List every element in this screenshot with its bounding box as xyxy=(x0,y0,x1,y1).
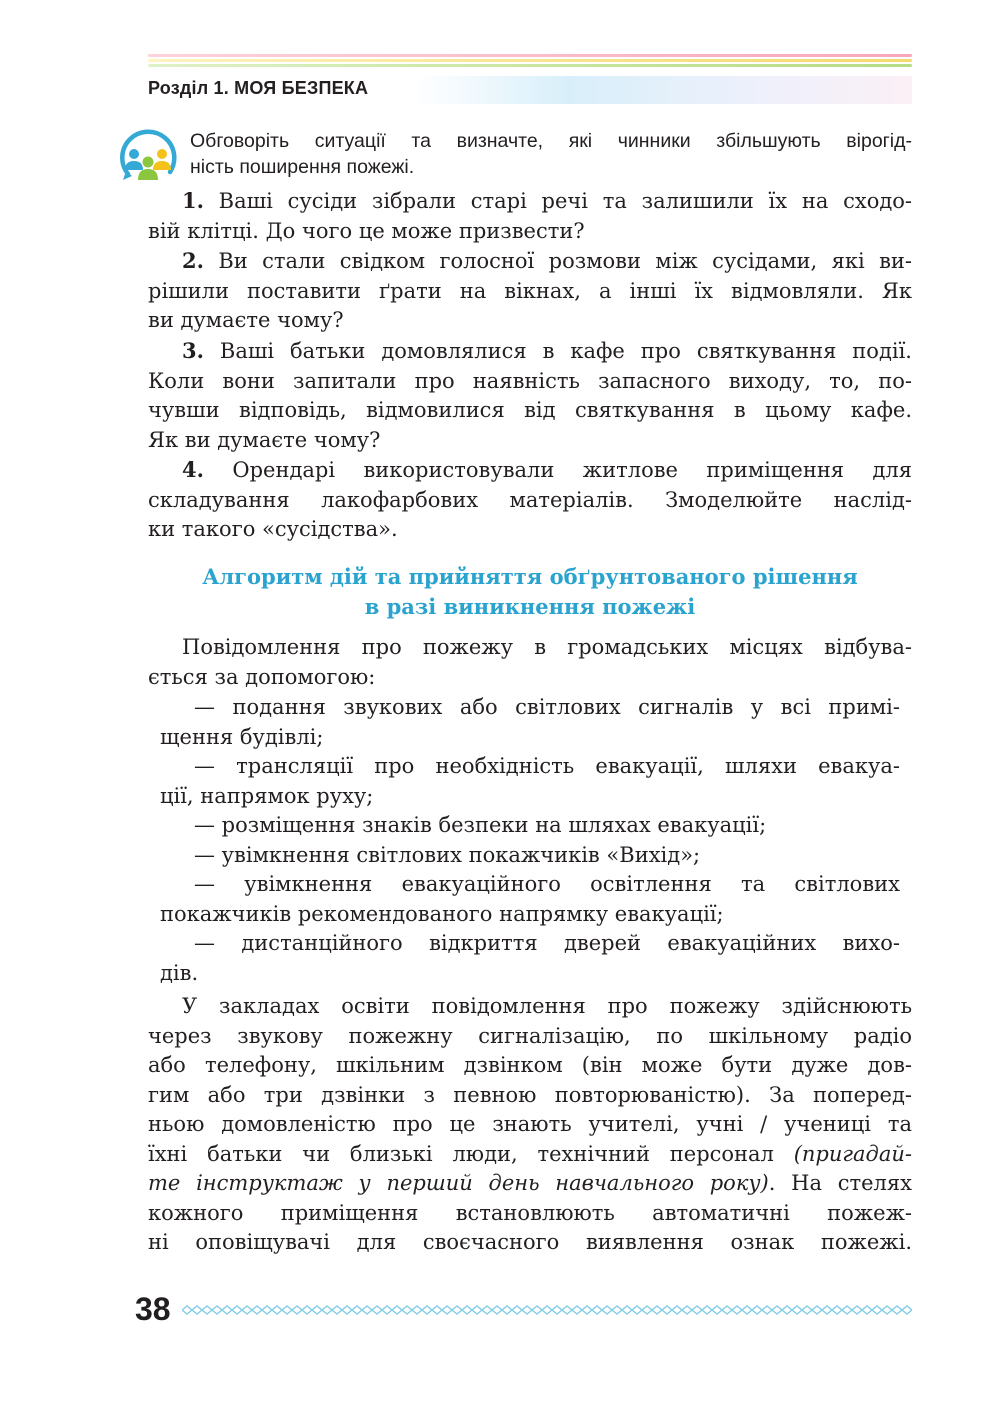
situation-line: вій клітці. До чого це може призвести? xyxy=(148,218,585,243)
situation-line: чувши відповідь, відмовилися від святкування в цьому кафе. xyxy=(148,398,912,422)
situation-2 xyxy=(148,246,912,336)
section-heading-line: Алгоритм дій та прийняття обґрунтованого рішення xyxy=(202,564,858,589)
situation-line: рішили поставити ґрати на вікнах, а інші їх відмовляли. Як xyxy=(148,278,912,303)
section-heading-line: в разі виникнення пожежі xyxy=(364,594,696,619)
italic-reminder: те інструктаж у перший день навчального року) xyxy=(148,1171,769,1195)
list-item: дів. xyxy=(160,960,199,985)
situation-line xyxy=(148,246,912,277)
situation-line xyxy=(148,186,912,217)
paragraph-line: гим або три дзвінки з певною повторюваністю). За поперед- xyxy=(148,1082,912,1107)
list-item: — увімкнення евакуаційного освітлення та світлових xyxy=(194,872,900,896)
list-item: покажчиків рекомендованого напрямку евакуації; xyxy=(160,901,724,926)
situation-4 xyxy=(148,455,912,545)
paragraph-line xyxy=(148,1140,912,1170)
paragraph-line xyxy=(148,1169,912,1199)
situation-number: 4. xyxy=(182,457,204,482)
footer-zigzag-decoration xyxy=(182,1303,912,1317)
situation-text: Ваші батьки домовлялися в кафе про святкування події. xyxy=(203,339,912,363)
situation-line: ви думаєте чому? xyxy=(148,308,344,332)
notification-methods-list xyxy=(160,693,900,988)
situation-line: Коли вони запитали про наявність запасного виходу, то, по- xyxy=(148,368,912,393)
list-item: ції, напрямок руху; xyxy=(160,783,374,808)
intro-paragraph xyxy=(148,633,912,692)
discussion-line: Обговоріть ситуації та визначте, які чинники збільшують вірогід- xyxy=(190,130,912,152)
chapter-title: Розділ 1. МОЯ БЕЗПЕКА xyxy=(148,78,369,98)
intro-line: Повідомлення про пожежу в громадських місцях відбува- xyxy=(182,635,912,659)
green-stripe xyxy=(148,64,912,67)
situation-line: Як ви думаєте чому? xyxy=(148,427,381,452)
situation-text: Ваші сусіди зібрали старі речі та залишили їх на сходо- xyxy=(203,189,912,213)
paragraph-line: ньою домовленістю про це знають учителі, учні / учениці та xyxy=(148,1112,912,1136)
header-color-stripes xyxy=(148,54,912,69)
intro-line: ється за допомогою: xyxy=(148,664,376,689)
situation-line: ки такого «сусідства». xyxy=(148,517,398,541)
school-paragraph xyxy=(148,992,912,1258)
situation-number: 3. xyxy=(182,338,204,363)
list-item: — розміщення знаків безпеки на шляхах евакуації; xyxy=(194,813,767,837)
list-item: — дистанційного відкриття дверей евакуаційних вихо- xyxy=(194,931,900,955)
group-discussion-icon xyxy=(116,124,180,188)
paragraph-text: . На стелях xyxy=(768,1171,912,1195)
situation-text: Орендарі використовували житлове приміщення для xyxy=(203,458,912,482)
list-item: — увімкнення світлових покажчиків «Вихід»; xyxy=(194,842,701,867)
situation-line xyxy=(148,455,912,486)
italic-reminder: (пригадай- xyxy=(793,1141,912,1166)
discussion-line: ність поширення пожежі. xyxy=(190,156,415,178)
situation-number: 2. xyxy=(182,248,204,273)
paragraph-line: У закладах освіти повідомлення про пожежу здійснюють xyxy=(182,994,912,1018)
pink-stripe xyxy=(148,54,912,57)
list-item: щення будівлі; xyxy=(160,724,324,749)
situation-number: 1. xyxy=(182,188,204,213)
page-number: 38 xyxy=(135,1291,171,1327)
paragraph-text: їхні батьки чи близькі люди, технічний персонал xyxy=(148,1141,794,1166)
paragraph-line: через звукову пожежну сигналізацію, по шкільному радіо xyxy=(148,1023,912,1048)
list-item: — подання звукових або світлових сигналів у всі примі- xyxy=(194,695,900,719)
situation-line xyxy=(148,336,912,367)
paragraph-line: ні оповіщувачі для своєчасного виявлення ознак пожежі. xyxy=(148,1230,912,1254)
situation-3 xyxy=(148,336,912,455)
situation-text: Ви стали свідком голосної розмови між сусідами, які ви- xyxy=(203,249,912,273)
list-item: — трансляції про необхідність евакуації, шляхи евакуа- xyxy=(194,754,900,778)
section-heading xyxy=(148,562,912,622)
situation-line: складування лакофарбових матеріалів. Змоделюйте наслід- xyxy=(148,487,912,512)
discussion-prompt xyxy=(190,128,912,180)
paragraph-line: або телефону, шкільним дзвінком (він може бути дуже дов- xyxy=(148,1053,912,1077)
yellow-stripe xyxy=(148,59,912,62)
paragraph-line: кожного приміщення встановлюють автоматичні пожеж- xyxy=(148,1200,912,1225)
situation-1 xyxy=(148,186,912,246)
